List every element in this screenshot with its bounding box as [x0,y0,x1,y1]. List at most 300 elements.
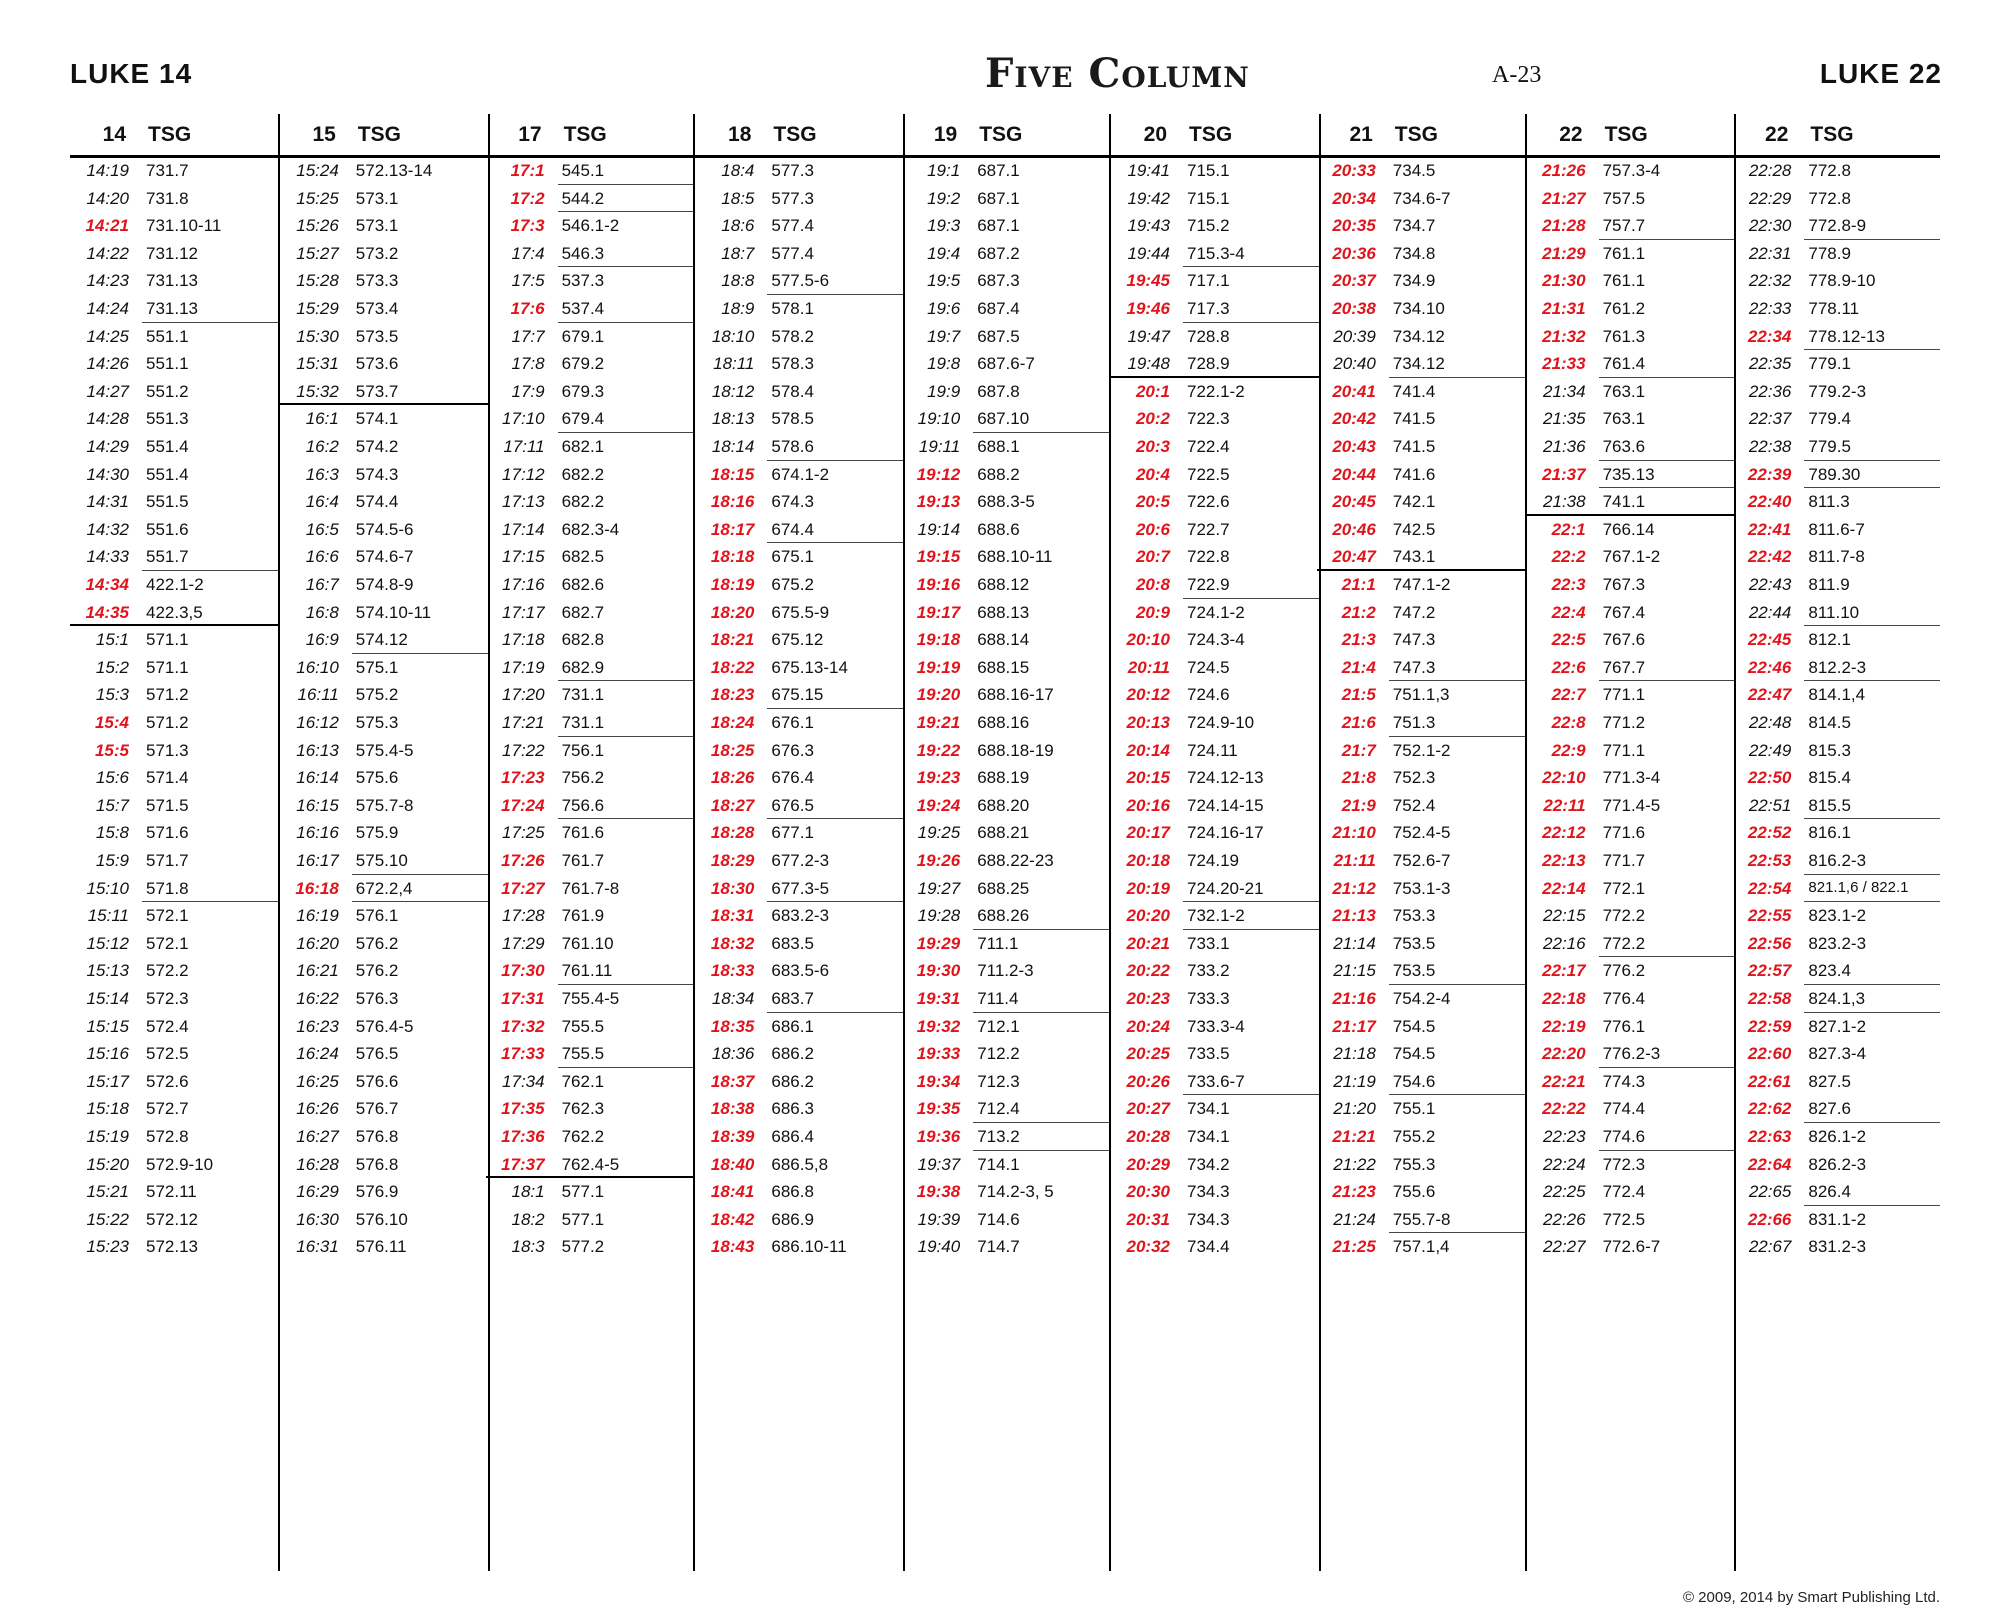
table-row [1732,681,1940,709]
verse-reference: 22:50 [1747,768,1792,788]
table-row [901,295,1109,323]
tsg-value: 724.1-2 [1187,602,1245,622]
verse-reference: 17:28 [502,906,545,926]
verse-reference: 18:24 [710,713,755,732]
tsg-value: 675.2 [771,575,814,594]
tsg-value: 779.5 [1808,437,1851,456]
tsg-value: 546.3 [561,243,605,263]
verse-reference: 16:28 [296,1154,339,1174]
tsg-value: 688.3-5 [977,492,1035,512]
verse-reference: 22:30 [1748,216,1792,236]
verse-reference: 17:4 [511,243,545,263]
table-row [280,1151,488,1179]
table-row [1111,599,1319,627]
verse-reference: 16:21 [296,961,339,981]
table-row [486,847,694,875]
table-row [70,875,278,903]
tsg-value: 731.10-11 [146,216,222,236]
table-row [1527,1013,1735,1041]
tsg-value: 575.2 [355,685,399,705]
tsg-value: 578.2 [771,326,814,346]
verse-reference: 21:32 [1542,326,1586,346]
table-row [280,240,488,268]
tsg-value: 572.1 [146,906,189,926]
table-row [1317,405,1525,433]
table-column [70,114,278,1571]
verse-reference: 22:21 [1542,1071,1586,1091]
tsg-value: 752.4 [1392,795,1436,815]
verse-reference: 15:22 [86,1209,129,1229]
verse-reference: 14:34 [85,575,129,594]
verse-reference: 20:38 [1332,299,1376,318]
verse-reference: 22:1 [1551,519,1586,539]
tsg-value: 762.1 [561,1071,605,1091]
chapter-heading: 14 [102,123,126,146]
table-row [901,1206,1109,1234]
header-left-label: LUKE 14 [70,58,193,89]
table-row [695,792,903,820]
table-row [1317,1178,1525,1206]
verse-reference: 19:22 [916,740,961,760]
verse-reference: 20:21 [1126,933,1170,953]
tsg-value: 717.1 [1187,271,1230,291]
verse-reference: 21:38 [1543,492,1586,512]
column-header [1317,114,1525,156]
table-row [695,516,903,544]
tsg-value: 732.1-2 [1187,906,1245,926]
tsg-value: 755.5 [561,1016,605,1036]
tsg-value: 551.4 [146,437,189,456]
verse-reference: 19:6 [927,299,961,318]
table-row [1732,212,1940,240]
verse-reference: 22:41 [1747,519,1792,539]
table-row [1111,1206,1319,1234]
tsg-value: 734.1 [1187,1099,1230,1119]
verse-reference: 19:21 [916,713,961,732]
tsg-value: 682.2 [561,492,605,512]
table-row [1732,1068,1940,1096]
verse-reference: 18:19 [710,575,755,594]
tsg-value: 674.4 [771,519,814,539]
verse-reference: 17:35 [501,1099,545,1119]
header-right-label: LUKE 22 [1819,58,1942,89]
verse-reference: 20:26 [1126,1071,1170,1091]
table-row [1317,516,1525,544]
table-row [486,240,694,268]
table-row [70,461,278,489]
table-row [695,350,903,378]
tsg-value: 815.3 [1808,740,1851,760]
verse-reference: 19:39 [917,1209,961,1229]
table-row [1732,488,1940,516]
table-row [901,1123,1109,1151]
tsg-value: 734.5 [1392,161,1436,180]
tsg-value: 774.4 [1602,1099,1646,1119]
verse-reference: 21:13 [1332,906,1376,926]
tsg-heading: TSG [563,123,607,146]
table-row [1732,543,1940,571]
table-row [1527,599,1735,627]
tsg-value: 674.1-2 [771,464,830,484]
table-row [486,1013,694,1041]
tsg-value: 823.4 [1808,961,1851,981]
tsg-value: 576.4-5 [355,1016,414,1036]
verse-reference: 22:60 [1747,1044,1792,1064]
table-row [901,654,1109,682]
tsg-value: 722.4 [1187,437,1230,456]
table-row [901,350,1109,378]
tsg-value: 747.3 [1392,657,1436,677]
tsg-value: 771.2 [1602,713,1646,732]
tsg-value: 676.4 [771,768,814,788]
verse-reference: 17:21 [502,713,545,732]
verse-reference: 15:11 [87,906,129,926]
verse-reference: 16:14 [296,768,339,788]
table-row [1527,185,1735,213]
tsg-value: 676.5 [771,795,814,815]
table-row [1527,516,1735,544]
column-header [1111,114,1319,156]
table-row [1732,819,1940,847]
tsg-value: 761.7-8 [561,878,620,898]
tsg-value: 686.4 [771,1127,814,1146]
table-row [695,709,903,737]
table-row [1317,847,1525,875]
tsg-value: 576.1 [355,906,399,926]
tsg-value: 733.2 [1187,961,1230,981]
tsg-value: 811.9 [1808,575,1850,594]
table-row [486,350,694,378]
tsg-value: 831.1-2 [1808,1209,1867,1229]
tsg-value: 688.2 [977,464,1020,484]
tsg-value: 575.6 [355,768,399,788]
table-row [901,267,1109,295]
table-row [1317,1068,1525,1096]
table-row [1732,1178,1940,1206]
table-row [280,681,488,709]
tsg-value: 687.1 [977,161,1020,180]
verse-reference: 20:37 [1332,271,1376,291]
verse-reference: 17:29 [502,933,545,953]
verse-reference: 21:31 [1542,299,1586,318]
tsg-value: 776.2 [1602,961,1646,981]
table-row [1527,378,1735,406]
verse-reference: 20:5 [1135,492,1170,512]
verse-reference: 22:19 [1542,1016,1586,1036]
table-row [70,378,278,406]
verse-reference: 22:59 [1747,1016,1792,1036]
tsg-value: 675.1 [771,547,814,567]
tsg-value: 767.3 [1602,575,1646,594]
verse-reference: 19:18 [916,630,961,650]
tsg-value: 741.6 [1392,464,1436,484]
verse-reference: 20:28 [1126,1127,1170,1146]
table-row [1527,405,1735,433]
verse-reference: 17:20 [502,685,545,705]
verse-reference: 15:18 [86,1099,129,1119]
verse-reference: 20:2 [1135,409,1170,429]
verse-reference: 22:26 [1543,1209,1586,1229]
verse-reference: 19:15 [916,547,961,567]
verse-reference: 14:23 [86,271,129,291]
table-row [280,157,488,185]
verse-reference: 17:13 [502,492,545,512]
table-row [1317,819,1525,847]
table-row [1317,295,1525,323]
table-row [1111,350,1319,378]
verse-reference: 21:22 [1333,1154,1376,1174]
tsg-value: 776.1 [1602,1016,1646,1036]
tsg-value: 571.1 [146,657,189,677]
table-row [70,323,278,351]
table-row [486,764,694,792]
table-row [1527,461,1735,489]
tsg-heading: TSG [1604,123,1648,146]
tsg-value: 537.4 [561,299,605,318]
verse-reference: 15:14 [86,989,129,1008]
table-row [486,488,694,516]
tsg-value: 743.1 [1392,547,1436,567]
verse-reference: 20:45 [1332,492,1376,512]
verse-reference: 14:19 [86,161,129,180]
verse-reference: 16:18 [295,878,339,898]
table-row [1317,792,1525,820]
tsg-value: 682.6 [561,575,605,594]
tsg-value: 731.13 [146,271,198,291]
tsg-value: 717.3 [1187,299,1230,318]
tsg-value: 761.4 [1602,354,1646,374]
verse-reference: 15:23 [86,1237,129,1257]
tsg-value: 731.12 [146,243,198,263]
verse-reference: 22:57 [1747,961,1792,981]
table-row [1317,433,1525,461]
table-row [70,212,278,240]
column-header [695,114,903,156]
table-row [1732,240,1940,268]
table-row [901,709,1109,737]
tsg-value: 779.4 [1808,409,1851,429]
tsg-value: 688.25 [977,878,1030,898]
verse-reference: 16:12 [296,713,339,732]
verse-reference: 15:27 [296,243,339,263]
tsg-value: 576.9 [355,1182,399,1202]
verse-reference: 22:10 [1542,768,1586,788]
verse-reference: 22:42 [1747,547,1792,567]
tsg-value: 733.3-4 [1187,1016,1245,1036]
table-row [901,1151,1109,1179]
tsg-value: 715.1 [1187,161,1230,180]
table-row [1732,1013,1940,1041]
verse-reference: 22:64 [1747,1154,1792,1174]
verse-reference: 17:15 [502,547,545,567]
table-row [280,1123,488,1151]
verse-reference: 19:32 [916,1016,961,1036]
table-row [1732,1123,1940,1151]
table-row [1732,1040,1940,1068]
verse-reference: 22:23 [1543,1127,1586,1146]
tsg-value: 686.10-11 [771,1237,847,1257]
table-row [486,957,694,985]
tsg-value: 574.1 [355,409,399,429]
tsg-value: 754.5 [1392,1016,1436,1036]
tsg-value: 734.8 [1392,243,1436,263]
table-row [695,378,903,406]
table-row [1317,1123,1525,1151]
tsg-value: 811.6-7 [1808,519,1865,539]
tsg-value: 767.7 [1602,657,1646,677]
verse-reference: 21:9 [1341,795,1376,815]
verse-reference: 15:4 [94,713,129,732]
table-row [1111,957,1319,985]
tsg-value: 771.7 [1602,851,1646,870]
verse-reference: 16:13 [296,740,339,760]
tsg-value: 688.22-23 [977,851,1054,870]
verse-reference: 16:6 [305,547,339,567]
table-row [280,571,488,599]
tsg-value: 734.3 [1187,1209,1230,1229]
tsg-value: 724.20-21 [1187,878,1264,898]
tsg-value: 571.2 [146,685,189,705]
verse-reference: 19:11 [918,437,961,456]
tsg-value: 789.30 [1808,464,1861,484]
tsg-value: 722.8 [1187,547,1230,567]
table-row [1317,764,1525,792]
table-row [1317,957,1525,985]
verse-reference: 17:16 [502,575,545,594]
table-row [1111,185,1319,213]
table-row [486,433,694,461]
table-row [695,985,903,1013]
table-row [695,295,903,323]
tsg-value: 572.3 [146,989,189,1008]
tsg-value: 722.6 [1187,492,1230,512]
table-row [486,930,694,958]
table-row [1317,1095,1525,1123]
table-row [1111,626,1319,654]
table-row [1317,157,1525,185]
table-row [1111,378,1319,406]
verse-reference: 20:16 [1126,795,1170,815]
verse-reference: 19:4 [927,243,961,263]
verse-reference: 19:41 [1127,161,1170,180]
verse-reference: 17:2 [510,188,545,208]
verse-reference: 22:12 [1542,823,1586,843]
tsg-value: 712.1 [977,1016,1020,1036]
table-row [70,847,278,875]
tsg-value: 763.1 [1602,409,1646,429]
table-row [280,737,488,765]
tsg-value: 572.13 [146,1237,198,1257]
table-row [1527,1068,1735,1096]
table-row [1317,985,1525,1013]
verse-reference: 18:41 [710,1182,755,1202]
verse-reference: 22:53 [1747,851,1792,870]
verse-reference: 15:21 [86,1182,129,1202]
verse-reference: 18:4 [721,161,755,180]
table-row [1317,709,1525,737]
verse-reference: 16:24 [296,1044,339,1064]
tsg-value: 687.2 [977,243,1020,263]
verse-reference: 21:3 [1341,630,1376,650]
table-row [486,267,694,295]
table-row [280,930,488,958]
chapter-heading: 22 [1559,123,1583,146]
tsg-value: 546.1-2 [561,216,620,236]
verse-reference: 21:28 [1542,216,1586,236]
table-row [486,1233,694,1261]
tsg-value: 753.5 [1392,961,1436,981]
verse-reference: 18:16 [710,492,755,512]
verse-reference: 22:67 [1748,1237,1792,1257]
table-row [1317,571,1525,599]
tsg-value: 742.5 [1392,519,1436,539]
tsg-value: 826.4 [1808,1182,1851,1202]
verse-reference: 18:36 [711,1044,755,1064]
verse-reference: 18:34 [711,989,755,1008]
verse-reference: 20:35 [1332,216,1376,236]
table-row [1527,1123,1735,1151]
verse-reference: 22:16 [1543,933,1586,953]
tsg-value: 752.4-5 [1392,823,1451,843]
table-row [280,405,488,433]
tsg-value: 814.5 [1808,713,1851,732]
tsg-value: 572.5 [146,1044,189,1064]
column-header [901,114,1109,156]
table-row [1732,764,1940,792]
tsg-value: 675.5-9 [771,602,830,622]
tsg-value: 551.3 [146,409,189,429]
tsg-value: 761.6 [561,823,605,843]
tsg-value: 771.1 [1602,740,1646,760]
tsg-value: 755.3 [1392,1154,1436,1174]
table-row [1732,571,1940,599]
verse-reference: 19:27 [917,878,961,898]
tsg-value: 811.10 [1808,602,1860,622]
tsg-value: 763.6 [1602,437,1646,456]
table-row [1111,323,1319,351]
verse-reference: 16:27 [296,1127,339,1146]
tsg-value: 734.10 [1392,299,1445,318]
verse-reference: 15:24 [296,161,339,180]
table-row [695,681,903,709]
tsg-value: 537.3 [561,271,605,291]
table-row [70,267,278,295]
table-row [695,1123,903,1151]
verse-reference: 20:44 [1332,464,1376,484]
verse-reference: 21:29 [1542,243,1586,263]
verse-reference: 22:27 [1543,1237,1586,1257]
table-row [1732,654,1940,682]
table-row [70,985,278,1013]
verse-reference: 22:2 [1551,547,1586,567]
table-row [901,1233,1109,1261]
verse-reference: 14:35 [85,602,129,622]
table-column [1525,114,1737,1571]
verse-reference: 15:15 [86,1016,129,1036]
verse-reference: 16:31 [296,1237,339,1257]
verse-reference: 19:26 [916,851,961,870]
table-row [1732,405,1940,433]
table-row [1111,902,1319,930]
table-row [1111,764,1319,792]
verse-reference: 21:6 [1341,713,1376,732]
table-row [70,488,278,516]
verse-reference: 16:3 [305,464,339,484]
table-row [901,185,1109,213]
table-row [280,1068,488,1096]
table-row [486,599,694,627]
tsg-value: 734.6-7 [1392,188,1451,208]
